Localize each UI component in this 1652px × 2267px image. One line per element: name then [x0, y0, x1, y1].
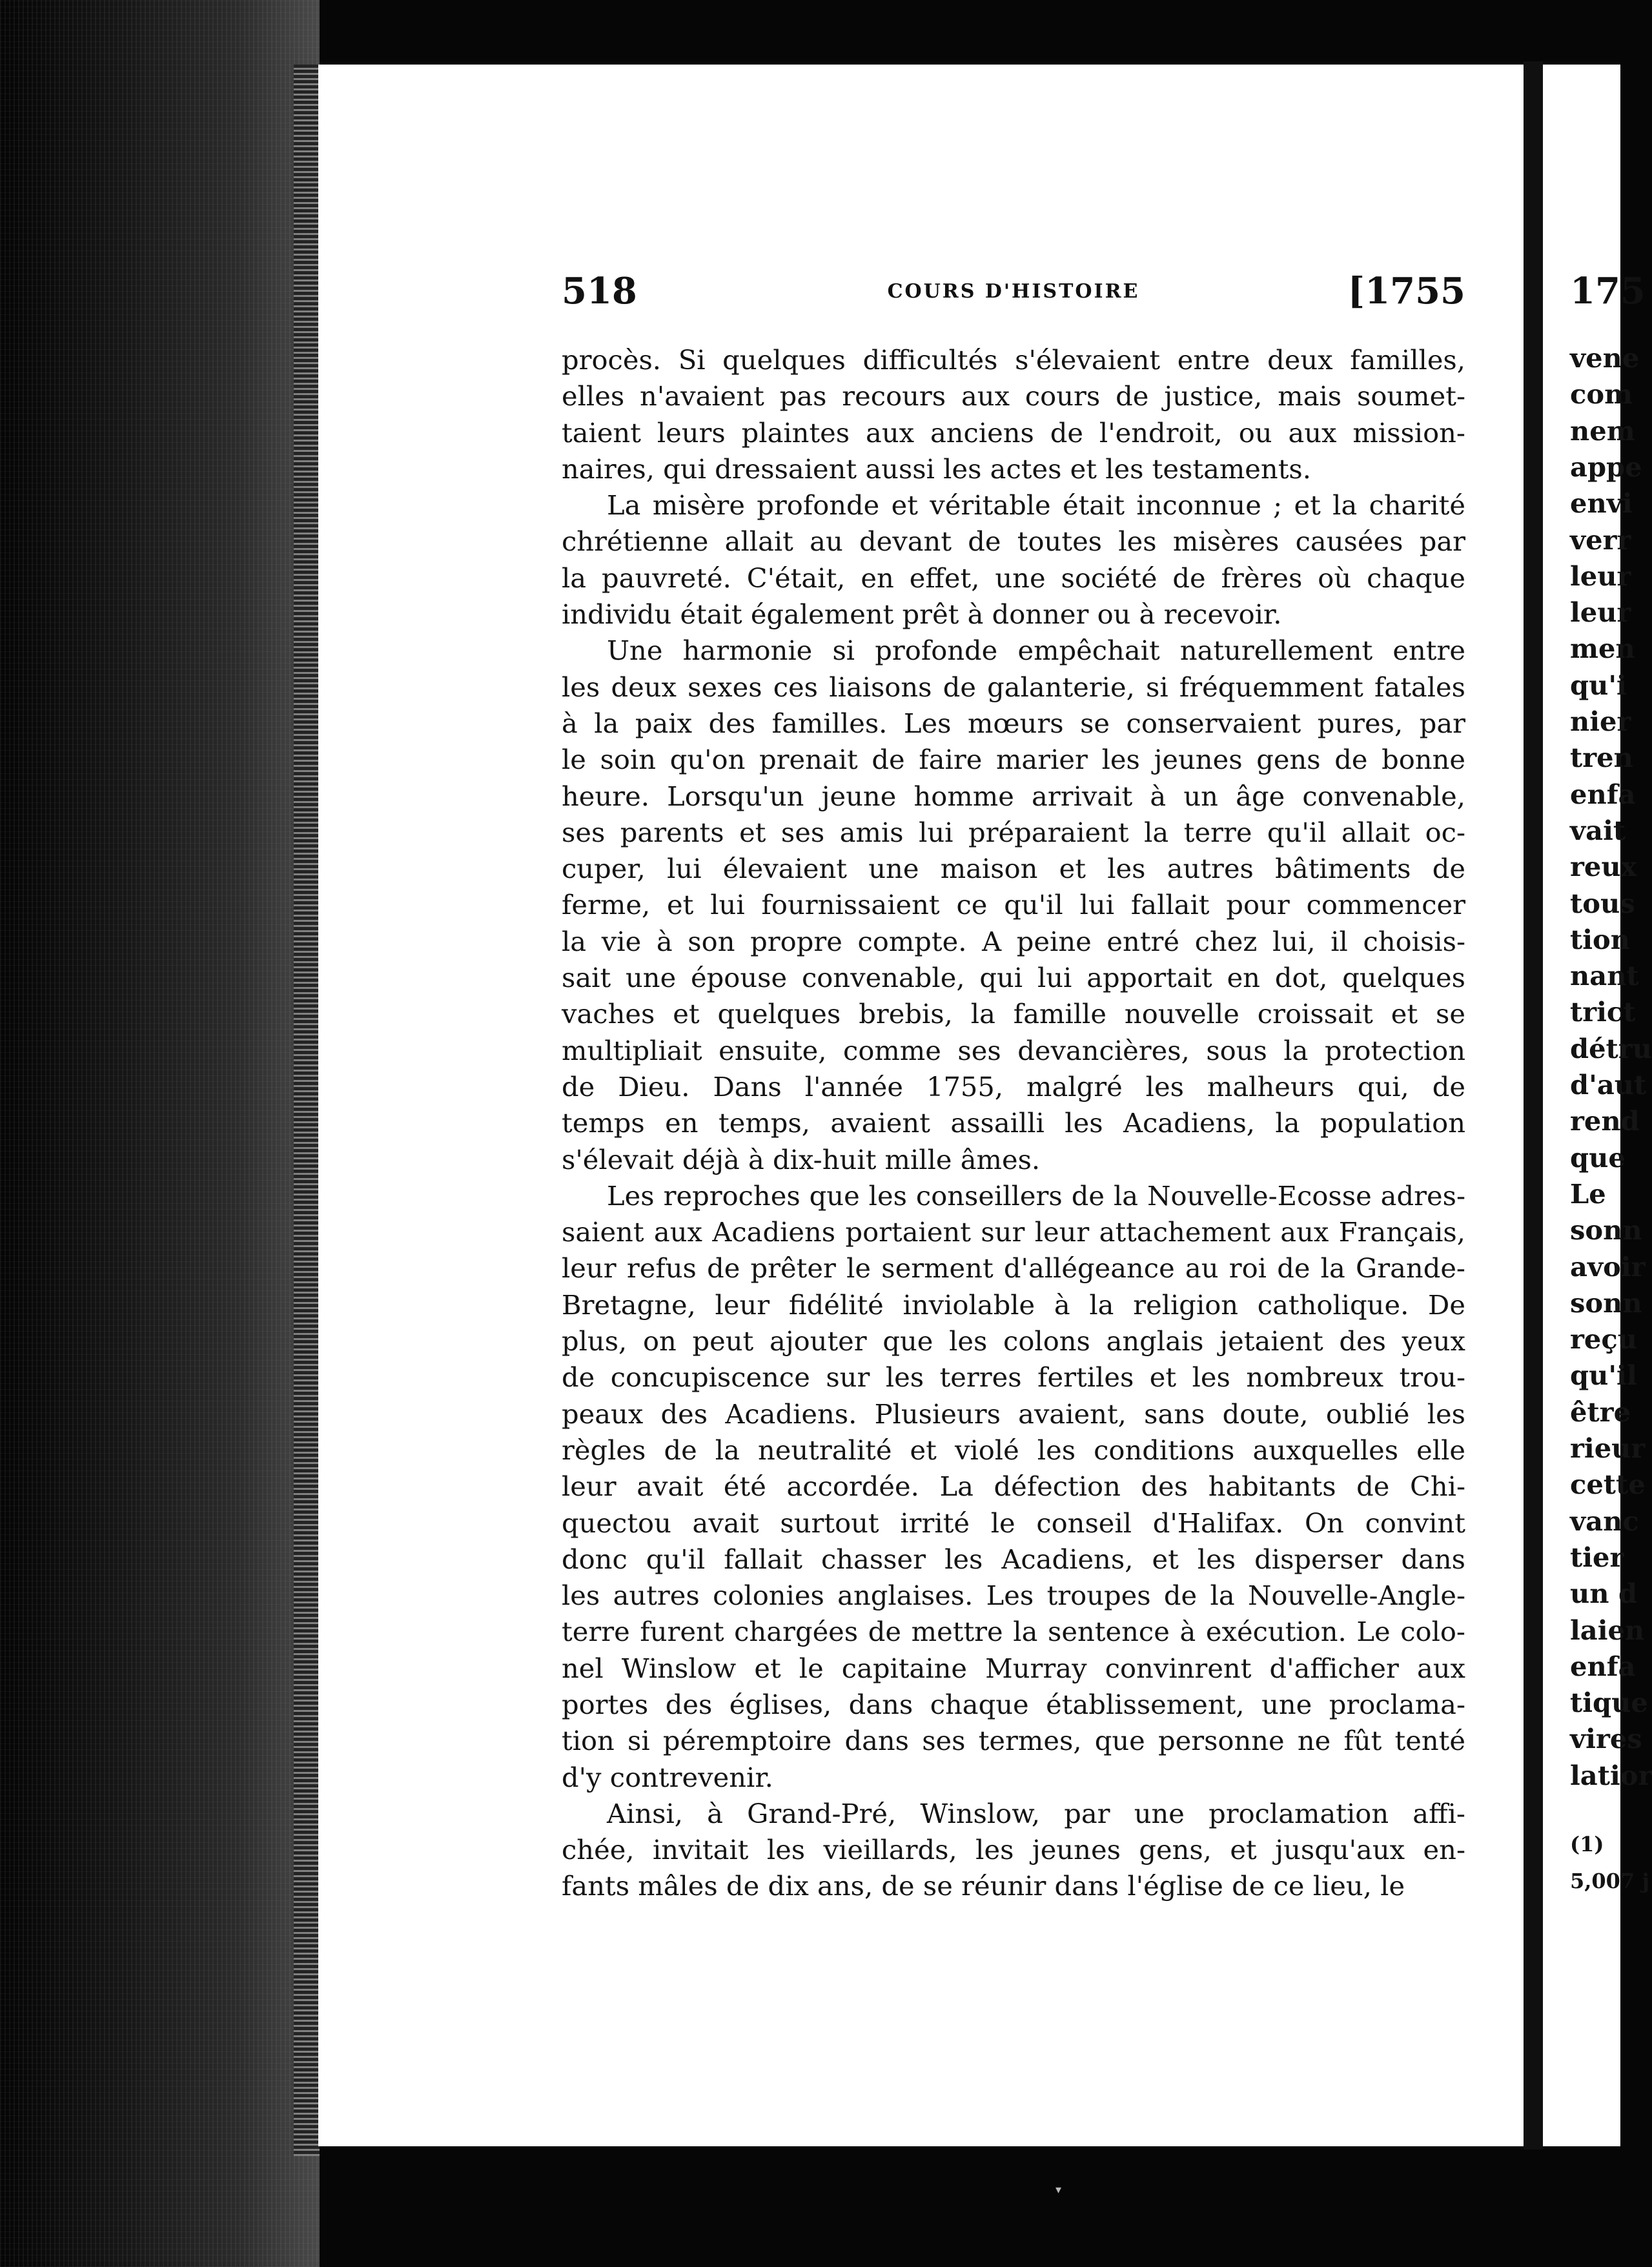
text-line: individu était également prêt à donner ou à recevoir. [562, 598, 1282, 631]
text-line: chée, invitait les vieillards, les jeunes gens, et jusqu'aux en- [562, 1834, 1465, 1866]
text-line: Bretagne, leur fidélité inviolable à la religion catholique. De [562, 1288, 1465, 1321]
text-line: portes des églises, dans chaque établissement, une proclama- [562, 1688, 1465, 1720]
text-line: règles de la neutralité et violé les conditions auxquelles elle [562, 1434, 1465, 1466]
text-line: à la paix des familles. Les mœurs se conservaient pures, par [562, 707, 1465, 739]
text-line: donc qu'il fallait chasser les Acadiens, et les disperser dans [562, 1543, 1465, 1575]
text-line: naires, qui dressaient aussi les actes et les testaments. [562, 452, 1311, 485]
text-line: temps en temps, avaient assailli les Acadiens, la population [562, 1107, 1465, 1139]
facing-page-line: un d [1570, 1578, 1638, 1610]
scan-mark: ▾ [1055, 2183, 1062, 2197]
text-line: d'y contrevenir. [562, 1761, 773, 1793]
facing-page-line: envi [1570, 487, 1633, 520]
text-line: de Dieu. Dans l'année 1755, malgré les malheurs qui, de [562, 1070, 1465, 1103]
text-line: Une harmonie si profonde empêchait naturellement entre [607, 635, 1465, 667]
paragraph [562, 1178, 1465, 1796]
text-line: La misère profonde et véritable était inconnue ; et la charité [607, 489, 1465, 522]
facing-page-line: tren [1570, 742, 1633, 774]
text-line: la vie à son propre compte. A peine entré chez lui, il choisis- [562, 925, 1465, 957]
facing-page-line: nant [1570, 960, 1639, 992]
text-line: leur avait été accordée. La défection des habitants de Chi- [562, 1470, 1465, 1503]
facing-page-line: Le [1570, 1177, 1606, 1210]
facing-page-line: leur [1570, 596, 1631, 629]
facing-page-header: 175 [1570, 270, 1646, 312]
text-line: quectou avait surtout irrité le conseil d'Halifax. On convint [562, 1507, 1465, 1539]
text-line: le soin qu'on prenait de faire marier les jeunes gens de bonne [562, 744, 1465, 776]
facing-page-line: vait [1570, 814, 1626, 846]
running-title: COURS D'HISTOIRE [887, 280, 1140, 303]
facing-page-line: verr [1570, 524, 1631, 556]
text-line: ses parents et ses amis lui préparaient la terre qu'il allait oc- [562, 816, 1465, 848]
text-line: cuper, lui élevaient une maison et les autres bâtiments de [562, 853, 1465, 885]
paragraph [562, 487, 1465, 633]
page-number: 518 [562, 270, 637, 312]
text-line: multipliait ensuite, comme ses devancières, sous la protection [562, 1034, 1465, 1066]
text-line: nel Winslow et le capitaine Murray convinrent d'afficher aux [562, 1652, 1465, 1684]
text-line: ferme, et lui fournissaient ce qu'il lui fallait pour commencer [562, 889, 1465, 921]
text-line: la pauvreté. C'était, en effet, une société de frères où chaque [562, 562, 1465, 594]
text-line: taient leurs plaintes aux anciens de l'endroit, ou aux mission- [562, 416, 1465, 449]
page-gutter [1524, 61, 1543, 2150]
facing-page-line: vires [1570, 1723, 1642, 1755]
text-line: terre furent chargées de mettre la sentence à exécution. Le colo- [562, 1616, 1465, 1648]
facing-page-line: (1) [1570, 1832, 1604, 1857]
facing-page-line: que [1570, 1141, 1626, 1174]
facing-page-line: qu'i [1570, 669, 1627, 701]
text-line: plus, on peut ajouter que les colons anglais jetaient des yeux [562, 1325, 1465, 1357]
text-line: peaux des Acadiens. Plusieurs avaient, sans doute, oublié les [562, 1398, 1465, 1430]
paragraph [562, 342, 1465, 487]
facing-page-line: men [1570, 633, 1635, 665]
facing-page-line: qu'il [1570, 1359, 1637, 1392]
facing-page-line: sonn [1570, 1286, 1642, 1319]
text-line: heure. Lorsqu'un jeune homme arrivait à un âge convenable, [562, 780, 1465, 812]
text-line: les autres colonies anglaises. Les troupes de la Nouvelle-Angle- [562, 1580, 1465, 1612]
text-line: leur refus de prêter le serment d'allégeance au roi de la Grande- [562, 1252, 1465, 1285]
facing-page-line: laien [1570, 1614, 1645, 1646]
body-text [562, 342, 1465, 1905]
text-line: Ainsi, à Grand-Pré, Winslow, par une proclamation affi- [607, 1797, 1465, 1829]
facing-page-line: cette [1570, 1469, 1646, 1501]
facing-page-line: d'aut [1570, 1069, 1647, 1101]
facing-page-line: être [1570, 1396, 1631, 1428]
facing-page-line: détru [1570, 1032, 1652, 1064]
facing-page-line: vanc [1570, 1505, 1639, 1537]
text-line: chrétienne allait au devant de toutes les misères causées par [562, 525, 1465, 558]
text-line: vaches et quelques brebis, la famille nouvelle croissait et se [562, 998, 1465, 1030]
facing-page-line: rieur [1570, 1432, 1646, 1464]
paragraph [562, 633, 1465, 1177]
facing-page-line: 5,007 j [1570, 1868, 1649, 1893]
facing-page-line: reux [1570, 851, 1637, 883]
facing-page-line: enfa [1570, 1650, 1636, 1682]
page-header [562, 270, 1465, 321]
facing-page-line: nem [1570, 414, 1635, 447]
facing-page-line: tion [1570, 923, 1630, 955]
facing-page-line: nier [1570, 706, 1631, 737]
facing-page-line: com [1570, 378, 1633, 411]
text-line: de concupiscence sur les terres fertiles et les nombreux trou- [562, 1361, 1465, 1394]
text-line: elles n'avaient pas recours aux cours de justice, mais soumet- [562, 380, 1465, 412]
facing-page-line: tier [1570, 1541, 1624, 1573]
text-line: saient aux Acadiens portaient sur leur attachement aux Français, [562, 1216, 1465, 1248]
text-line: procès. Si quelques difficultés s'élevaient entre deux familles, [562, 344, 1465, 376]
text-line: sait une épouse convenable, qui lui apportait en dot, quelques [562, 962, 1465, 994]
text-line: tion si péremptoire dans ses termes, que personne ne fût tenté [562, 1725, 1465, 1757]
facing-page-line: trict [1570, 996, 1636, 1028]
page-edges [294, 65, 320, 2156]
facing-page-line: vene [1570, 342, 1640, 374]
facing-page-line: avoir [1570, 1250, 1646, 1283]
facing-page-line: rend [1570, 1105, 1640, 1137]
text-line: s'élevait déjà à dix-huit mille âmes. [562, 1143, 1041, 1175]
facing-page-line: tous [1570, 887, 1635, 919]
facing-page-line: appe [1570, 451, 1642, 483]
facing-page-line: latior [1570, 1759, 1652, 1791]
facing-page-line: tique [1570, 1687, 1648, 1719]
text-line: les deux sexes ces liaisons de galanterie, si fréquemment fatales [562, 671, 1465, 703]
facing-page-line: reçu [1570, 1323, 1637, 1356]
facing-page-line: sonn [1570, 1214, 1642, 1246]
paragraph [562, 1796, 1465, 1905]
book-spine [0, 0, 320, 2267]
facing-page-line: enfa [1570, 778, 1636, 810]
facing-page-line: leur [1570, 560, 1631, 592]
text-line: fants mâles de dix ans, de se réunir dans l'église de ce lieu, le [562, 1870, 1405, 1902]
year-marker: [1755 [1347, 270, 1465, 312]
facing-page-fragment [1543, 65, 1652, 2146]
text-line: Les reproches que les conseillers de la Nouvelle-Ecosse adres- [607, 1179, 1465, 1212]
